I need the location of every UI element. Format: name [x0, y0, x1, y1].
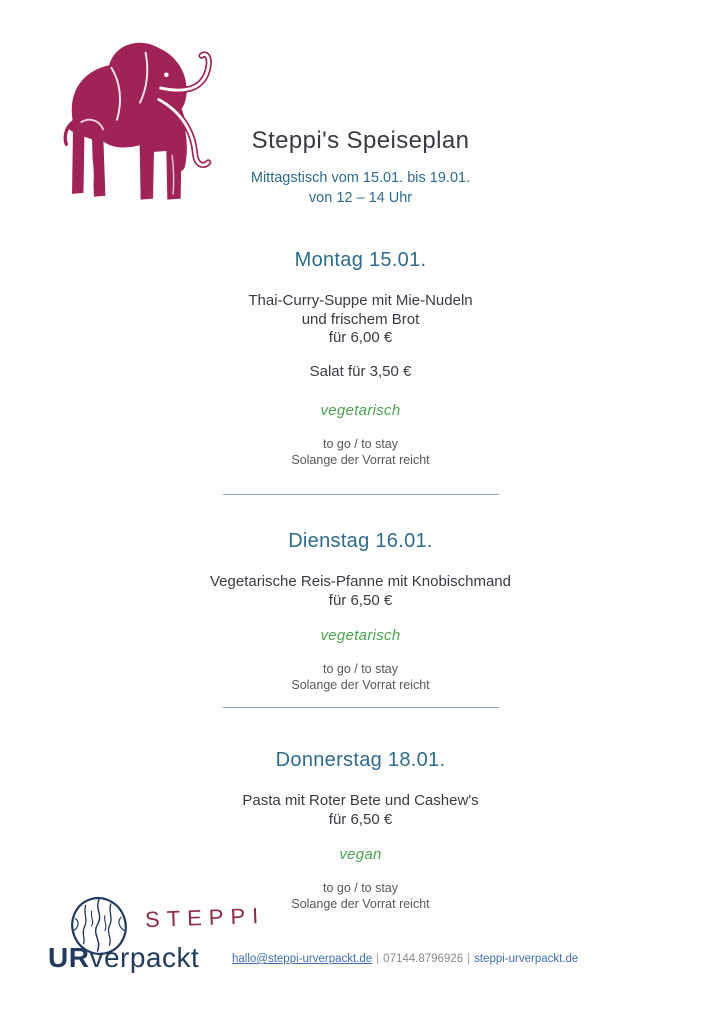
dish-price: für 6,00 € [328, 329, 393, 346]
availability-line: to go / to stay [322, 881, 399, 895]
diet-label: vegan [339, 846, 382, 863]
diet-label: vegetarisch [320, 402, 401, 419]
dish-block [0, 292, 721, 348]
day-heading-montag: Montag 15.01. [294, 249, 427, 271]
section-divider [223, 707, 499, 708]
phone-number: 07144.8796926 [383, 953, 464, 965]
separator: | [376, 953, 380, 965]
page-title: Steppi's Speiseplan [251, 127, 470, 154]
side-dish-line: Salat für 3,50 € [309, 362, 412, 380]
diet-label: vegetarisch [320, 627, 401, 644]
section-donnerstag [0, 748, 721, 912]
contact-line [232, 952, 578, 967]
section-divider [223, 494, 499, 495]
website-link[interactable]: steppi-urverpackt.de [474, 953, 579, 965]
brand-ur-rest: verpackt [89, 942, 200, 973]
email-link[interactable]: hallo@steppi-urverpackt.de [232, 953, 373, 965]
availability-line: to go / to stay [322, 437, 399, 451]
footer-brand-urverpackt [48, 941, 199, 975]
dish-line: Thai-Curry-Suppe mit Mie-Nudeln [248, 292, 473, 309]
separator: | [467, 953, 471, 965]
availability-line: to go / to stay [322, 662, 399, 676]
dish-block [0, 792, 721, 829]
section-dienstag [0, 529, 721, 693]
brand-ur-bold: UR [48, 942, 90, 973]
availability-notes [0, 437, 721, 468]
day-heading-donnerstag: Donnerstag 18.01. [275, 749, 446, 771]
footer-brand-steppi: STEPPI [144, 902, 266, 933]
dish-line: Vegetarische Reis-Pfanne mit Knobischmand [210, 573, 511, 590]
dish-line: Pasta mit Roter Bete und Cashew's [242, 792, 479, 809]
subtitle-line-1: Mittagstisch vom 15.01. bis 19.01. [250, 170, 471, 186]
dish-block [0, 573, 721, 610]
dish-line: und frischem Brot [301, 310, 420, 328]
availability-line: Solange der Vorrat reicht [291, 896, 430, 911]
dish-price: für 6,50 € [328, 810, 393, 828]
availability-notes [0, 662, 721, 693]
availability-line: Solange der Vorrat reicht [291, 452, 430, 467]
footer-logo [46, 893, 266, 993]
dish-price: für 6,50 € [328, 591, 393, 609]
mammoth-logo-icon [52, 26, 214, 214]
subtitle-line-2: von 12 – 14 Uhr [308, 190, 413, 206]
day-heading-dienstag: Dienstag 16.01. [288, 530, 433, 552]
availability-line: Solange der Vorrat reicht [291, 677, 430, 692]
section-montag [0, 248, 721, 468]
